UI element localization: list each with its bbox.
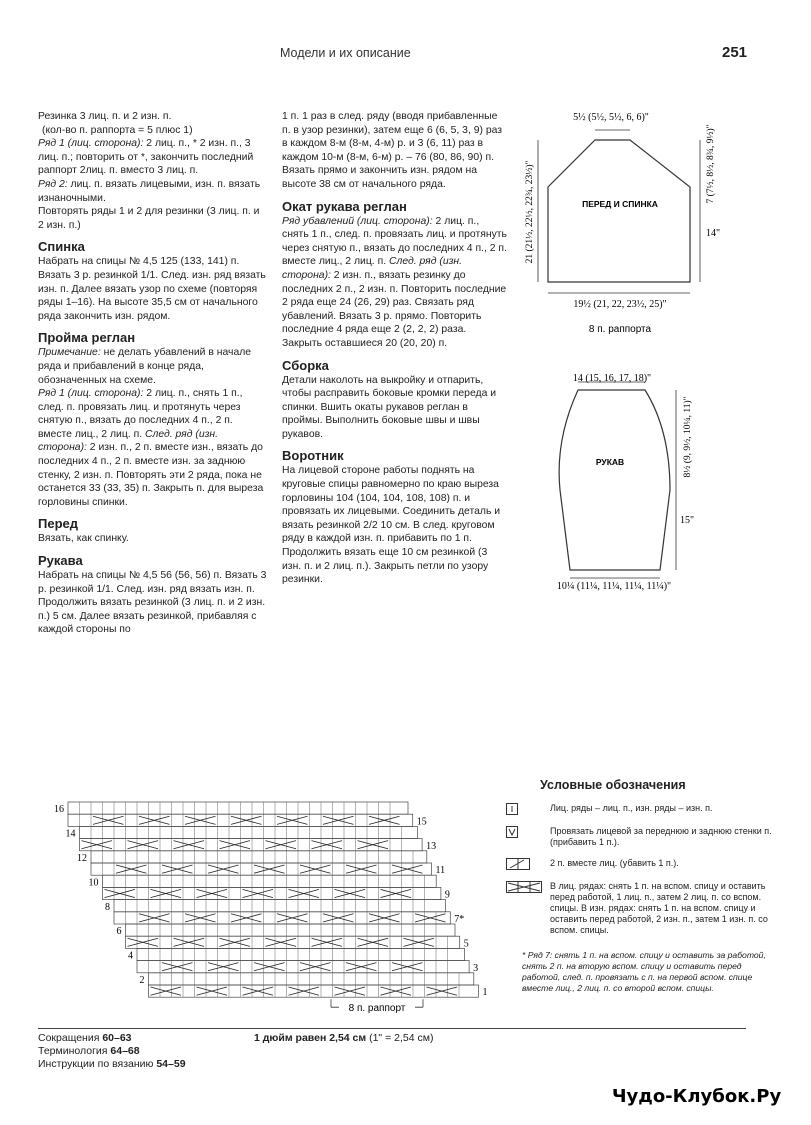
chart-row-label-right: 9 (444, 889, 450, 901)
body-side-length: 14" (706, 228, 721, 239)
repeat-label: 8 п. раппорт (348, 1003, 406, 1015)
body-bottom-width: 19½ (21, 22, 23½, 25)" (573, 299, 667, 310)
rib-pattern-title: Резинка 3 лиц. п. и 2 изн. п. (38, 111, 172, 122)
body-schematic-shape (548, 140, 690, 282)
body-top-width: 5½ (5½, 5½, 6, 6)" (573, 112, 649, 123)
page-number: 251 (722, 44, 748, 61)
inch-conversion: 1 дюйм равен 2,54 см (1" = 2,54 см) (254, 1032, 434, 1044)
raglan-note: Примечание: не делать убавлений в начале ряда и прибавлений в конце ряда, обозначенных на схеме. (38, 347, 252, 386)
chart-row (137, 961, 469, 973)
legend-item-increase: Провязать лицевой за переднюю и заднюю стенки п. (прибавить 1 п.). (500, 826, 780, 848)
chart-row-label-right: 1 (482, 987, 488, 999)
sleeve-cap-depth: 8½ (9, 9½, 10¼, 11)" (683, 396, 693, 478)
page-references: Сокращения 60–63 Терминология 64–68 Инструкции по вязанию 54–59 (38, 1032, 186, 1070)
chart-row (103, 887, 441, 899)
sleeve-body-length: 15" (680, 515, 695, 526)
heading-collar: Воротник (282, 448, 344, 464)
body-total-length: 21 (21½, 22½, 22¾, 23½)" (525, 160, 535, 264)
chart-row-label-left: 2 (139, 975, 145, 986)
chart-row (91, 863, 432, 875)
knit-symbol-icon (506, 803, 518, 815)
schematics (510, 100, 810, 620)
legend (500, 780, 780, 994)
chart-row-label-right: 11 (435, 865, 446, 877)
chart-row (126, 936, 460, 948)
chart-row (114, 900, 446, 912)
chart-row-label-right: 3 (473, 962, 479, 974)
chart-row (80, 826, 418, 838)
chart-row (149, 985, 479, 997)
heading-sleeves: Рукава (38, 553, 83, 569)
rib-repeat: Повторять ряды 1 и 2 для резинки (3 лиц. п. и 2 изн. п.) (38, 206, 260, 231)
back-instructions: Набрать на спицы № 4,5 125 (133, 141) п. Вязать 3 р. резинкой 1/1. След. изн. ряд вязать изн. п. Далее вязать узор по схеме (повторяя ряды 1–16). На высоте 35,5 см от начального ряда закончить изн. рядом. (38, 256, 266, 322)
chart-row (137, 948, 464, 960)
legend-title: Условные обозначения (540, 778, 686, 792)
legend-item-decrease: 2 п. вместе лиц. (убавить 1 п.). (500, 858, 780, 871)
chart-row (103, 875, 437, 887)
heading-raglan: Пройма реглан (38, 330, 136, 346)
chart-row-label-right: 7* (454, 914, 465, 925)
legend-item-cable: В лиц. рядах: снять 1 п. на вспом. спицу и оставить перед работой, 1 лиц. п., затем 2 лиц. п. со вспом. спицы. В изн. рядах: снять 1 п. на вспом. спицу и оставить перед работой, 2 изн. п., затем 1 изн. п. со вспом. спицы. (500, 881, 780, 936)
increase-symbol-icon (506, 826, 518, 838)
site-watermark: Чудо-Клубок.Ру (612, 1086, 782, 1107)
text-column-middle (282, 110, 507, 587)
chart-row (68, 802, 408, 814)
rib-row-2: Ряд 2: лиц. п. вязать лицевыми, изн. п. вязать изнаночными. (38, 178, 261, 204)
heading-assembly: Сборка (282, 357, 329, 373)
cable-symbol-icon (506, 881, 542, 893)
chart-row (114, 912, 450, 924)
body-caption: 8 п. раппорта (588, 324, 652, 335)
sleeve-instructions: Набрать на спицы № 4,5 56 (56, 56) п. Вязать 3 р. резинкой 1/1. След. изн. ряд вязать изн. п. Продолжить вязать резинкой (3 лиц. п. и 2 изн. п.) 5 см. Далее вязать резинкой, прибавляя с каждой стороны по (38, 570, 267, 636)
chart-row (149, 973, 474, 985)
chart-row-label-right: 5 (463, 938, 469, 950)
decrease-symbol-icon (506, 858, 530, 870)
chart-row-label-left: 12 (77, 853, 87, 864)
chart-row (68, 814, 413, 826)
body-piece-label: ПЕРЕД И СПИНКА (582, 199, 658, 209)
chart-row (126, 924, 456, 936)
chart-row (80, 839, 423, 851)
front-instructions: Вязать, как спинку. (38, 533, 129, 545)
chart-row (91, 851, 427, 863)
chart-row-label-left: 8 (105, 901, 110, 913)
sleeve-continued: 1 п. 1 раз в след. ряду (вводя прибавленные п. в узор резинки), затем еще 6 (6, 5, 3, 9) раз в каждом 8-м (8-м, 4-м) р. и 3 (6, 11) раз в каждом 10-м (8-м, 6-м) р. – 76 (80, 86, 90) п. Вязать прямо и закончить изн. рядом на высоте 38 см от начального ряда. (282, 111, 503, 190)
collar-instructions: На лицевой стороне работы поднять на круговые спицы равномерно по краю выреза горловины 104 (104, 104, 108, 108) п. и провязать их лицевыми. Соединить деталь и вязать резинкой 2/2 10 см. В след. круговом ряду в каждой изн. п. прибавить по 1 п. Продолжить вязать еще 10 см резинкой (3 изн. п. и 2 лиц. п.). Закрыть петли по узору резинки. (282, 465, 501, 586)
chart-row-label-left: 16 (54, 804, 64, 816)
rib-pattern-count: (кол-во п. раппорта = 5 плюс 1) (42, 124, 193, 136)
heading-back: Спинка (38, 239, 85, 255)
legend-item-knit: Лиц. ряды – лиц. п., изн. ряды – изн. п. (500, 803, 780, 816)
heading-front: Перед (38, 516, 78, 532)
raglan-rows: Ряд 1 (лиц. сторона): 2 лиц. п., снять 1 п., след. п. провязать лиц. и протянуть через снятую п., вязать до последних 4 п., 2 п. вместе лиц., 2 лиц. п. След. ряд (изн. сторона): 2 изн. п., 2 п. вместе изн., вязать до последних 4 п., 2 п. вместе изн. за заднюю стенку, 2 изн. п. Повторять эти 2 ряда, пока не останется 33 (33, 35) п. Закрыть п. для выреза горловины спинки. (38, 388, 264, 508)
sleeve-schematic-shape (559, 390, 670, 570)
sleeve-top-width: 14 (15, 16, 17, 18)" (572, 373, 652, 384)
text-column-left (38, 110, 268, 637)
assembly-instructions: Детали наколоть на выкройку и отпарить, чтобы расправить боковые кромки переда и спинки. Вшить окаты рукавов реглан в проймы. Выполнить боковые швы и швы рукавов. (282, 374, 497, 440)
chart-row-label-left: 14 (65, 828, 76, 840)
sleeve-piece-label: РУКАВ (595, 457, 625, 467)
footer-divider (38, 1028, 746, 1029)
sleeve-cap-instructions: Ряд убавлений (лиц. сторона): 2 лиц. п., снять 1 п., след. п. провязать лиц. и протянуть через снятую п., вязать до последних 4 п., 2 п. вместе лиц., 2 лиц. п. След. ряд (изн. сторона): 2 изн. п., вязать резинку до последних 2 п., 2 изн. п. Повторить последние 2 ряда еще 24 (26, 29) раз. Связать ряд убавлений. Вязать 3 р. прямо. Повторить последние 4 ряда еще 2 (2, 2, 2) раза. Закрыть оставшиеся 20 (20, 20) п. (282, 215, 507, 349)
page-header-title: Модели и их описание (280, 46, 411, 60)
chart-row-label-right: 15 (416, 816, 427, 828)
legend-note-row7: * Ряд 7: снять 1 п. на вспом. спицу и оставить за работой, снять 2 п. на вторую вспом. спицу и оставить перед работой, след. п. провязать с п. на первой вспом. спице вместе лиц., 2 лиц. п. со второй вспом. спицы. (522, 950, 766, 993)
sleeve-bottom-width: 10¼ (11¼, 11¼, 11¼, 11¼)" (556, 581, 672, 592)
rib-row-1: Ряд 1 (лиц. сторона): 2 лиц. п., * 2 изн. п., 3 лиц. п.; повторить от *, закончить последний раппорт 2лиц. п. вместо 3 лиц. п. (38, 138, 254, 177)
chart-row-label-left: 4 (128, 950, 133, 962)
chart-row-label-right: 13 (426, 840, 437, 852)
body-raglan-depth: 7 (7½, 8½, 8¾, 9½)" (706, 124, 716, 204)
chart-row-label-left: 6 (116, 926, 122, 938)
chart-row-label-left: 10 (88, 877, 99, 889)
stitch-chart (28, 790, 518, 1020)
heading-sleeve-cap: Окат рукава реглан (282, 198, 407, 214)
